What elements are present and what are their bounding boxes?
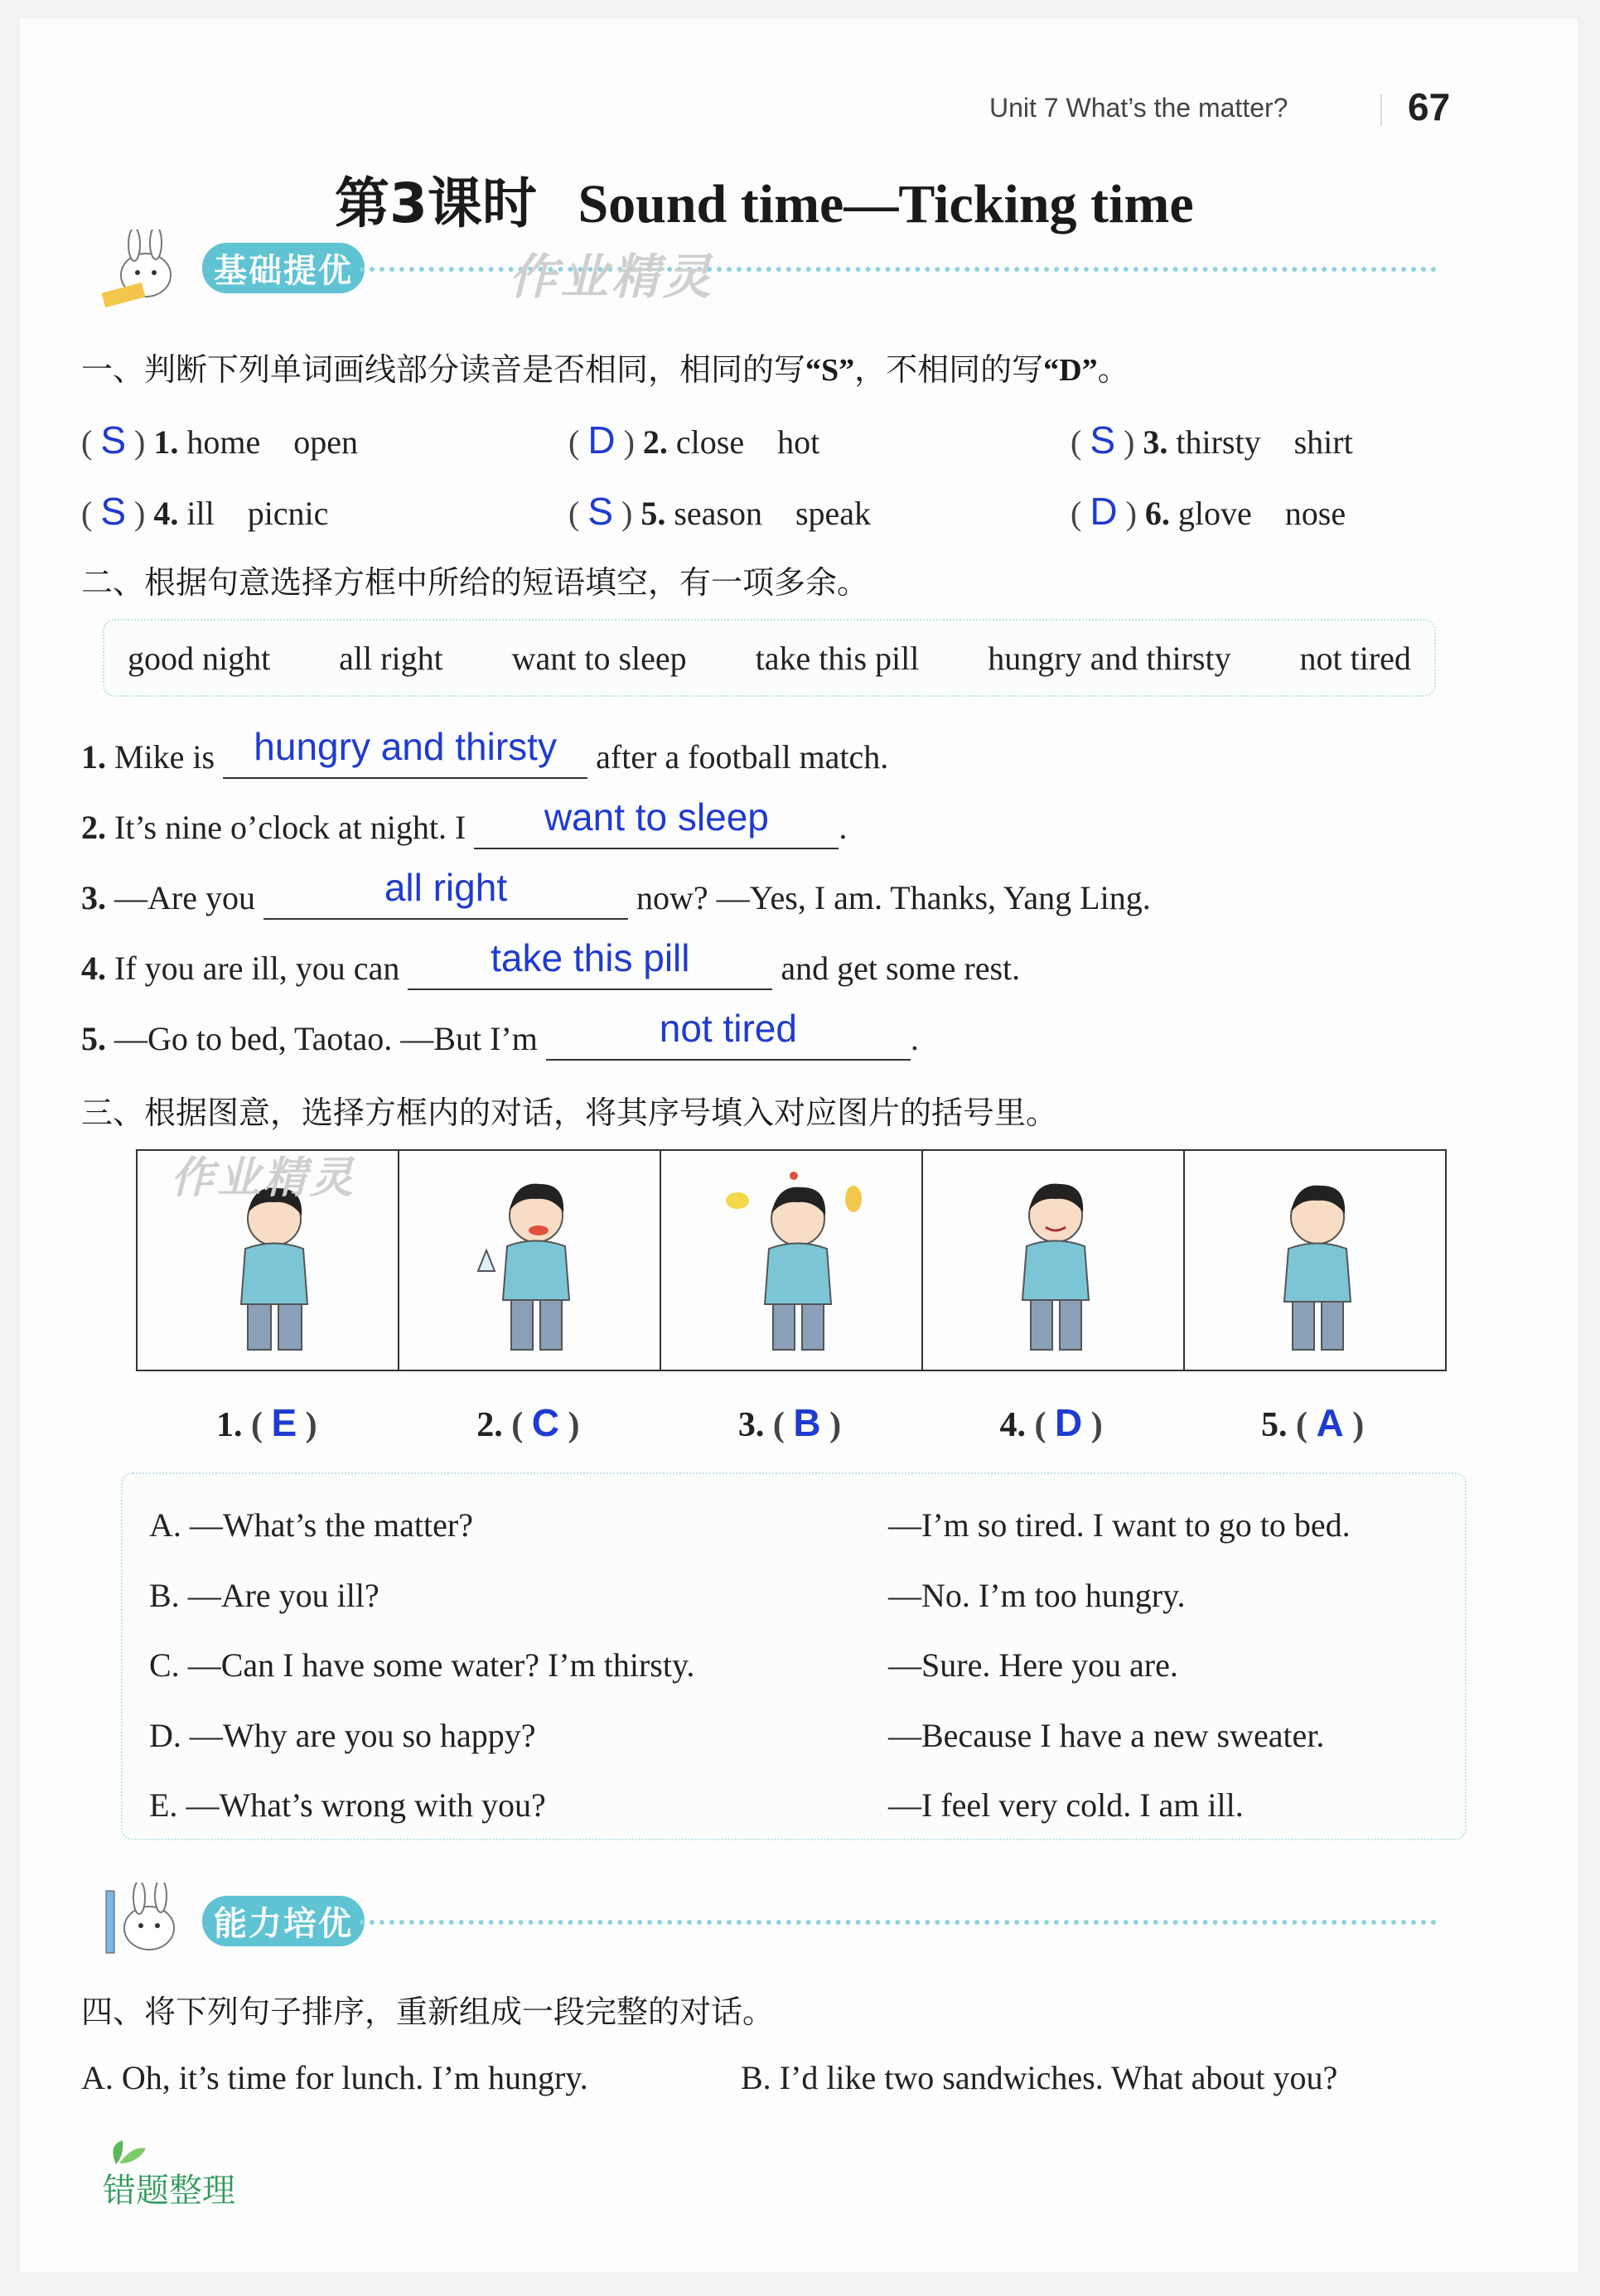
fill-sentence (81, 1007, 919, 1061)
dialogue-text: —What’s the matter? (189, 1506, 473, 1544)
word: thirsty (1176, 423, 1261, 461)
fill-sentence (81, 936, 1021, 990)
word: speak (795, 495, 872, 532)
phrase-option: want to sleep (511, 639, 687, 677)
phonics-item: ( D ) 2. close hot (568, 418, 820, 462)
phrase-box (103, 619, 1436, 697)
item-number: 2. (642, 423, 668, 461)
dialogue-text: —Why are you so happy? (189, 1717, 536, 1754)
ability-badge: 能力培优 (202, 1896, 365, 1946)
answer-blank[interactable]: A (1316, 1401, 1344, 1444)
dialogue-question (149, 1576, 379, 1615)
picture-cell (1185, 1151, 1445, 1370)
dialogue-reply: —No. I’m too hungry. (888, 1577, 1186, 1614)
sentence-text: It’s nine o’clock at night. I (114, 809, 466, 846)
part1-heading-text: 一、判断下列单词画线部分读音是否相同，相同的写 (81, 351, 806, 388)
word: close (675, 423, 745, 461)
phonics-item: ( S ) 4. ill picnic (81, 490, 329, 533)
word: picnic (247, 495, 329, 532)
header-divider (1380, 94, 1382, 126)
item-number: 1. (215, 1406, 243, 1444)
fill-sentence (81, 725, 889, 779)
item-number: 5. (81, 1020, 106, 1057)
watermark: 作业精灵 (171, 1153, 357, 1203)
picture-cell (399, 1151, 661, 1370)
item-number: 3. (81, 879, 106, 916)
boy-hungry-illustration (661, 1151, 921, 1366)
fill-sentence (81, 795, 848, 849)
answer-blank[interactable]: B (793, 1401, 821, 1444)
word: glove (1177, 495, 1252, 532)
sentence-text: now? —Yes, I am. Thanks, Yang Ling. (636, 879, 1151, 916)
boy-tired-illustration (1185, 1151, 1445, 1366)
picture-answer: 4. ( D ) (999, 1401, 1103, 1444)
item-number: 3. (737, 1406, 765, 1444)
dialogue-question (149, 1716, 536, 1755)
phrase-option: hungry and thirsty (988, 639, 1231, 677)
picture-answer: 1. ( E ) (215, 1401, 317, 1444)
picture-answer: 5. ( A ) (1261, 1401, 1365, 1444)
answer-blank[interactable]: D (1054, 1401, 1083, 1444)
picture-cell (923, 1151, 1185, 1370)
sentence-text: —Are you (114, 879, 255, 916)
fill-sentence (81, 866, 1151, 920)
unit-header: Unit 7 What’s the matter? (989, 93, 1288, 123)
dialogue-letter: B. (149, 1577, 180, 1614)
answer-blank[interactable] (223, 725, 587, 779)
dialogue-letter: E. (149, 1786, 178, 1824)
part1-heading-middle: ，不相同的写 (854, 351, 1044, 388)
boy-happy-illustration (923, 1151, 1183, 1366)
basic-badge: 基础提优 (202, 243, 365, 293)
dialogue-question (149, 1786, 546, 1825)
rabbit-mascot-icon (94, 230, 202, 308)
answer-text: want to sleep (544, 795, 769, 839)
item-number: 4. (999, 1406, 1026, 1444)
item-number: 5. (640, 495, 666, 532)
answer-blank[interactable]: D (587, 418, 616, 462)
phonics-item: ( S ) 3. thirsty shirt (1071, 418, 1353, 462)
dialogue-text: —Are you ill? (187, 1577, 379, 1614)
item-number: 2. (81, 809, 106, 846)
answer-blank[interactable] (408, 936, 772, 990)
dialogue-letter: C. (149, 1646, 180, 1684)
d-mark: “D” (1043, 353, 1098, 388)
word: nose (1284, 495, 1346, 532)
answer-blank[interactable]: S (100, 490, 127, 533)
boy-thirsty-illustration (399, 1151, 660, 1366)
sentence-text: If you are ill, you can (114, 950, 400, 987)
phrase-option: take this pill (755, 639, 920, 677)
picture-answer: 2. ( C ) (476, 1401, 580, 1444)
dialogue-reply: —Sure. Here you are. (888, 1646, 1178, 1684)
sentence-text: —Go to bed, Taotao. —But I’m (114, 1020, 538, 1057)
picture-answers (136, 1400, 1443, 1445)
item-number: 6. (1144, 495, 1170, 532)
item-number: 4. (81, 950, 106, 987)
dialogue-question (149, 1506, 473, 1544)
item-number: 1. (81, 738, 106, 776)
phrase-option: good night (128, 639, 271, 677)
answer-text: hungry and thirsty (254, 725, 557, 768)
word: home (186, 423, 261, 461)
picture-cell (661, 1151, 923, 1370)
dialogue-question (149, 1646, 694, 1685)
answer-blank[interactable]: S (1090, 418, 1116, 462)
lesson-topic: Sound time—Ticking time (578, 174, 1194, 234)
answer-text: not tired (659, 1007, 797, 1050)
page-number: 67 (1408, 85, 1451, 128)
s-mark: “S” (805, 353, 855, 388)
phonics-item: ( S ) 1. home open (81, 418, 358, 462)
word: shirt (1293, 423, 1353, 461)
item-number: 5. (1261, 1406, 1288, 1444)
word: season (674, 495, 762, 532)
phonics-item: ( D ) 6. glove nose (1071, 490, 1346, 533)
watermark: 作业精灵 (509, 249, 715, 305)
picture-table (136, 1149, 1447, 1371)
section-banner-basic (78, 230, 1470, 305)
word: open (293, 423, 358, 461)
part4-heading: 四、将下列句子排序，重新组成一段完整的对话。 (81, 1994, 775, 2030)
sentence-text: . (910, 1020, 919, 1057)
rabbit-pencil-mascot-icon (94, 1883, 202, 1961)
answer-blank[interactable] (263, 866, 628, 920)
item-number: 2. (476, 1406, 503, 1444)
answer-text: all right (384, 866, 508, 909)
dialogue-text: —What’s wrong with you? (186, 1786, 546, 1824)
item-number: 1. (153, 423, 179, 461)
part1-heading (81, 344, 1129, 389)
sentence-text: . (839, 809, 848, 846)
answer-blank[interactable] (474, 795, 839, 849)
item-number: 3. (1143, 423, 1168, 461)
mistake-notes-label: 错题整理 (103, 2172, 235, 2210)
dialogue-reply: —I feel very cold. I am ill. (888, 1786, 1244, 1824)
order-sentence: B. I’d like two sandwiches. What about you? (741, 2059, 1338, 2096)
dotted-divider (360, 1920, 1437, 1925)
sentence-text: after a football match. (596, 738, 889, 776)
lesson-number: 第3课时 (335, 172, 537, 235)
item-number: 4. (153, 495, 179, 532)
dialogue-letter: A. (149, 1506, 181, 1544)
answer-blank[interactable]: S (587, 490, 614, 533)
part2-heading: 二、根据句意选择方框中所给的短语填空，有一项多余。 (81, 564, 869, 601)
dialogue-letter: D. (149, 1717, 181, 1754)
answer-blank[interactable]: S (100, 418, 127, 462)
dialogue-reply: —Because I have a new sweater. (888, 1717, 1325, 1754)
order-sentence: A. Oh, it’s time for lunch. I’m hungry. (81, 2059, 588, 2096)
sentence-text: Mike is (114, 738, 215, 776)
answer-text: take this pill (491, 936, 690, 979)
phrase-option: not tired (1299, 639, 1411, 677)
part3-heading: 三、根据图意，选择方框内的对话，将其序号填入对应图片的括号里。 (81, 1095, 1058, 1131)
answer-blank[interactable]: D (1090, 490, 1118, 533)
word: ill (186, 495, 215, 532)
phrase-option: all right (339, 639, 443, 677)
leaf-icon (99, 2135, 149, 2168)
picture-cell (138, 1151, 399, 1370)
workbook-page (20, 18, 1578, 2272)
lesson-title (335, 159, 1296, 238)
answer-blank[interactable]: C (531, 1401, 559, 1444)
part1-heading-end: 。 (1097, 351, 1129, 388)
picture-answer: 3. ( B ) (737, 1401, 842, 1444)
word: hot (777, 423, 820, 461)
dialogue-text: —Can I have some water? I’m thirsty. (187, 1646, 695, 1684)
section-banner-ability (78, 1883, 1470, 1949)
answer-blank[interactable] (546, 1007, 911, 1061)
dialogue-reply: —I’m so tired. I want to go to bed. (888, 1506, 1351, 1544)
sentence-text: and get some rest. (781, 950, 1021, 987)
answer-blank[interactable]: E (271, 1401, 297, 1444)
phonics-item: ( S ) 5. season speak (568, 490, 872, 533)
